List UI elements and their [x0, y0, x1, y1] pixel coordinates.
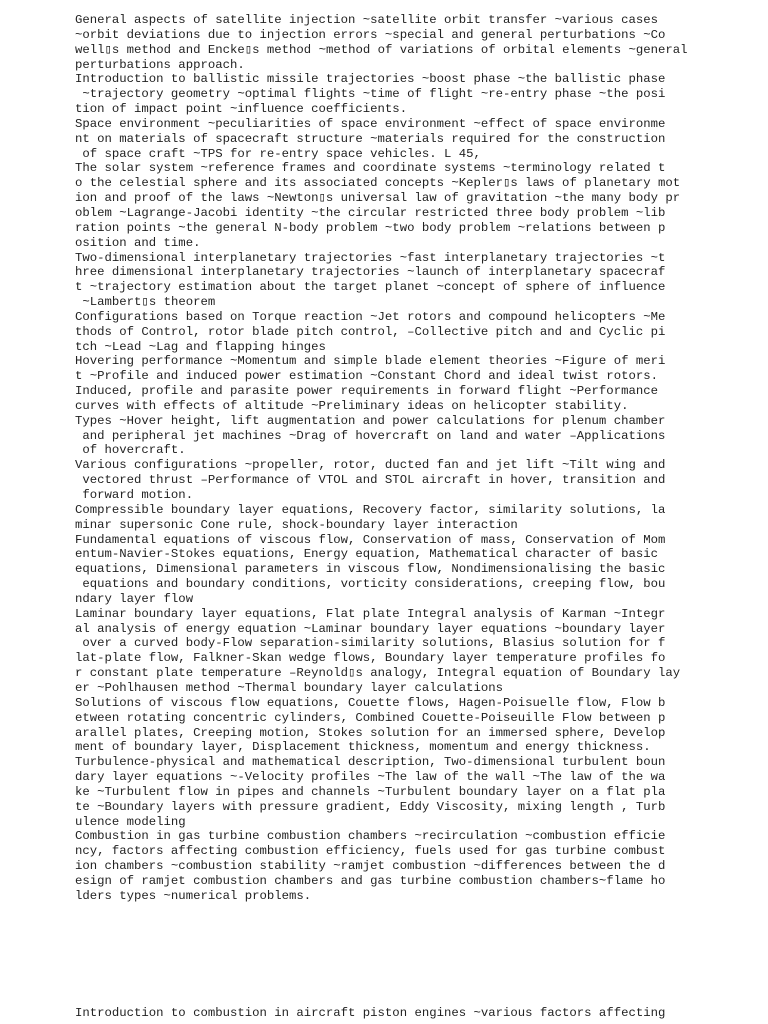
- text-line: well▯s method and Encke▯s method ~method of variations of orbital elements ~general: [75, 42, 688, 57]
- text-line: ncy, factors affecting combustion efficiency, fuels used for gas turbine combust: [75, 844, 666, 859]
- text-line: minar supersonic Cone rule, shock-boundary layer interaction: [75, 517, 518, 532]
- text-line: arallel plates, Creeping motion, Stokes solution for an immersed sphere, Develop: [75, 725, 666, 740]
- text-line: t ~trajectory estimation about the target planet ~concept of sphere of influence: [75, 280, 666, 295]
- document-body: [75, 13, 735, 904]
- text-line: ration points ~the general N-body problem ~two body problem ~relations between p: [75, 220, 666, 235]
- text-line: lders types ~numerical problems.: [75, 888, 312, 903]
- text-line: t ~Profile and induced power estimation ~Constant Chord and ideal twist rotors.: [75, 369, 658, 384]
- text-line: Types ~Hover height, lift augmentation and power calculations for plenum chamber: [75, 413, 666, 428]
- text-line: of space craft ~TPS for re-entry space vehicles. L 45,: [75, 146, 481, 161]
- text-line: entum-Navier-Stokes equations, Energy equation, Mathematical character of basic: [75, 547, 658, 562]
- text-line: Configurations based on Torque reaction ~Jet rotors and compound helicopters ~Me: [75, 309, 666, 324]
- text-line: Hovering performance ~Momentum and simple blade element theories ~Figure of meri: [75, 354, 666, 369]
- text-line: ion and proof of the laws ~Newton▯s universal law of gravitation ~the many body pr: [75, 191, 681, 206]
- page-footer-line: Introduction to combustion in aircraft piston engines ~various factors affecting: [75, 1006, 666, 1020]
- text-line: equations, Dimensional parameters in viscous flow, Nondimensionalising the basic: [75, 562, 666, 577]
- text-line: over a curved body-Flow separation-similarity solutions, Blasius solution for f: [75, 636, 666, 651]
- text-line: oblem ~Lagrange-Jacobi identity ~the circular restricted three body problem ~lib: [75, 205, 666, 220]
- text-line: tion of impact point ~influence coefficients.: [75, 102, 408, 117]
- text-line: Compressible boundary layer equations, Recovery factor, similarity solutions, la: [75, 502, 666, 517]
- text-line: r constant plate temperature –Reynold▯s analogy, Integral equation of Boundary lay: [75, 666, 681, 681]
- text-line: dary layer equations ~-Velocity profiles ~The law of the wall ~The law of the wa: [75, 770, 666, 785]
- text-line: perturbations approach.: [75, 57, 245, 72]
- text-line: etween rotating concentric cylinders, Combined Couette-Poiseuille Flow between p: [75, 710, 666, 725]
- text-line: General aspects of satellite injection ~satellite orbit transfer ~various cases: [75, 13, 658, 27]
- text-line: Combustion in gas turbine combustion chambers ~recirculation ~combustion efficie: [75, 829, 666, 844]
- text-line: ~Lambert▯s theorem: [75, 295, 216, 310]
- text-line: Introduction to ballistic missile trajectories ~boost phase ~the ballistic phase: [75, 72, 666, 87]
- text-line: and peripheral jet machines ~Drag of hovercraft on land and water –Applications: [75, 428, 666, 443]
- text-line: Various configurations ~propeller, rotor, ducted fan and jet lift ~Tilt wing and: [75, 458, 666, 473]
- text-line: Fundamental equations of viscous flow, Conservation of mass, Conservation of Mom: [75, 532, 666, 547]
- text-line: thods of Control, rotor blade pitch control, –Collective pitch and and Cyclic pi: [75, 324, 666, 339]
- text-line: ~trajectory geometry ~optimal flights ~time of flight ~re-entry phase ~the posi: [75, 87, 666, 102]
- text-line: tch ~Lead ~Lag and flapping hinges: [75, 339, 326, 354]
- text-line: al analysis of energy equation ~Laminar boundary layer equations ~boundary layer: [75, 621, 666, 636]
- text-line: er ~Pohlhausen method ~Thermal boundary layer calculations: [75, 680, 504, 695]
- text-line: lat-plate flow, Falkner-Skan wedge flows, Boundary layer temperature profiles fo: [75, 651, 666, 666]
- text-line: ion chambers ~combustion stability ~ramjet combustion ~differences between the d: [75, 859, 666, 874]
- text-line: Two-dimensional interplanetary trajectories ~fast interplanetary trajectories ~t: [75, 250, 666, 265]
- text-line: ke ~Turbulent flow in pipes and channels ~Turbulent boundary layer on a flat pla: [75, 784, 666, 799]
- text-line: te ~Boundary layers with pressure gradient, Eddy Viscosity, mixing length , Turb: [75, 799, 666, 814]
- text-line: The solar system ~reference frames and coordinate systems ~terminology related t: [75, 161, 666, 176]
- text-line: hree dimensional interplanetary trajectories ~launch of interplanetary spacecraf: [75, 265, 666, 280]
- text-line: ndary layer flow: [75, 591, 194, 606]
- text-line: forward motion.: [75, 488, 194, 502]
- text-line: esign of ramjet combustion chambers and gas turbine combustion chambers~flame ho: [75, 873, 666, 888]
- text-line: curves with effects of altitude ~Preliminary ideas on helicopter stability.: [75, 398, 629, 413]
- text-line: Space environment ~peculiarities of space environment ~effect of space environme: [75, 116, 666, 131]
- text-line: of hovercraft.: [75, 443, 186, 458]
- text-line: Solutions of viscous flow equations, Couette flows, Hagen-Poisuelle flow, Flow b: [75, 695, 666, 710]
- text-line: equations and boundary conditions, vorticity considerations, creeping flow, bou: [75, 577, 666, 592]
- text-line: ulence modeling: [75, 814, 186, 829]
- text-line: ment of boundary layer, Displacement thickness, momentum and energy thickness.: [75, 740, 651, 755]
- text-line: nt on materials of spacecraft structure ~materials required for the construction: [75, 131, 666, 146]
- text-line: Laminar boundary layer equations, Flat plate Integral analysis of Karman ~Integr: [75, 606, 666, 621]
- text-line: Turbulence-physical and mathematical description, Two-dimensional turbulent boun: [75, 755, 666, 770]
- text-line: Induced, profile and parasite power requirements in forward flight ~Performance: [75, 384, 658, 399]
- text-line: ~orbit deviations due to injection errors ~special and general perturbations ~Co: [75, 27, 666, 42]
- text-line: o the celestial sphere and its associated concepts ~Kepler▯s laws of planetary mot: [75, 176, 681, 191]
- text-line: vectored thrust –Performance of VTOL and STOL aircraft in hover, transition and: [75, 473, 666, 488]
- text-line: osition and time.: [75, 235, 201, 250]
